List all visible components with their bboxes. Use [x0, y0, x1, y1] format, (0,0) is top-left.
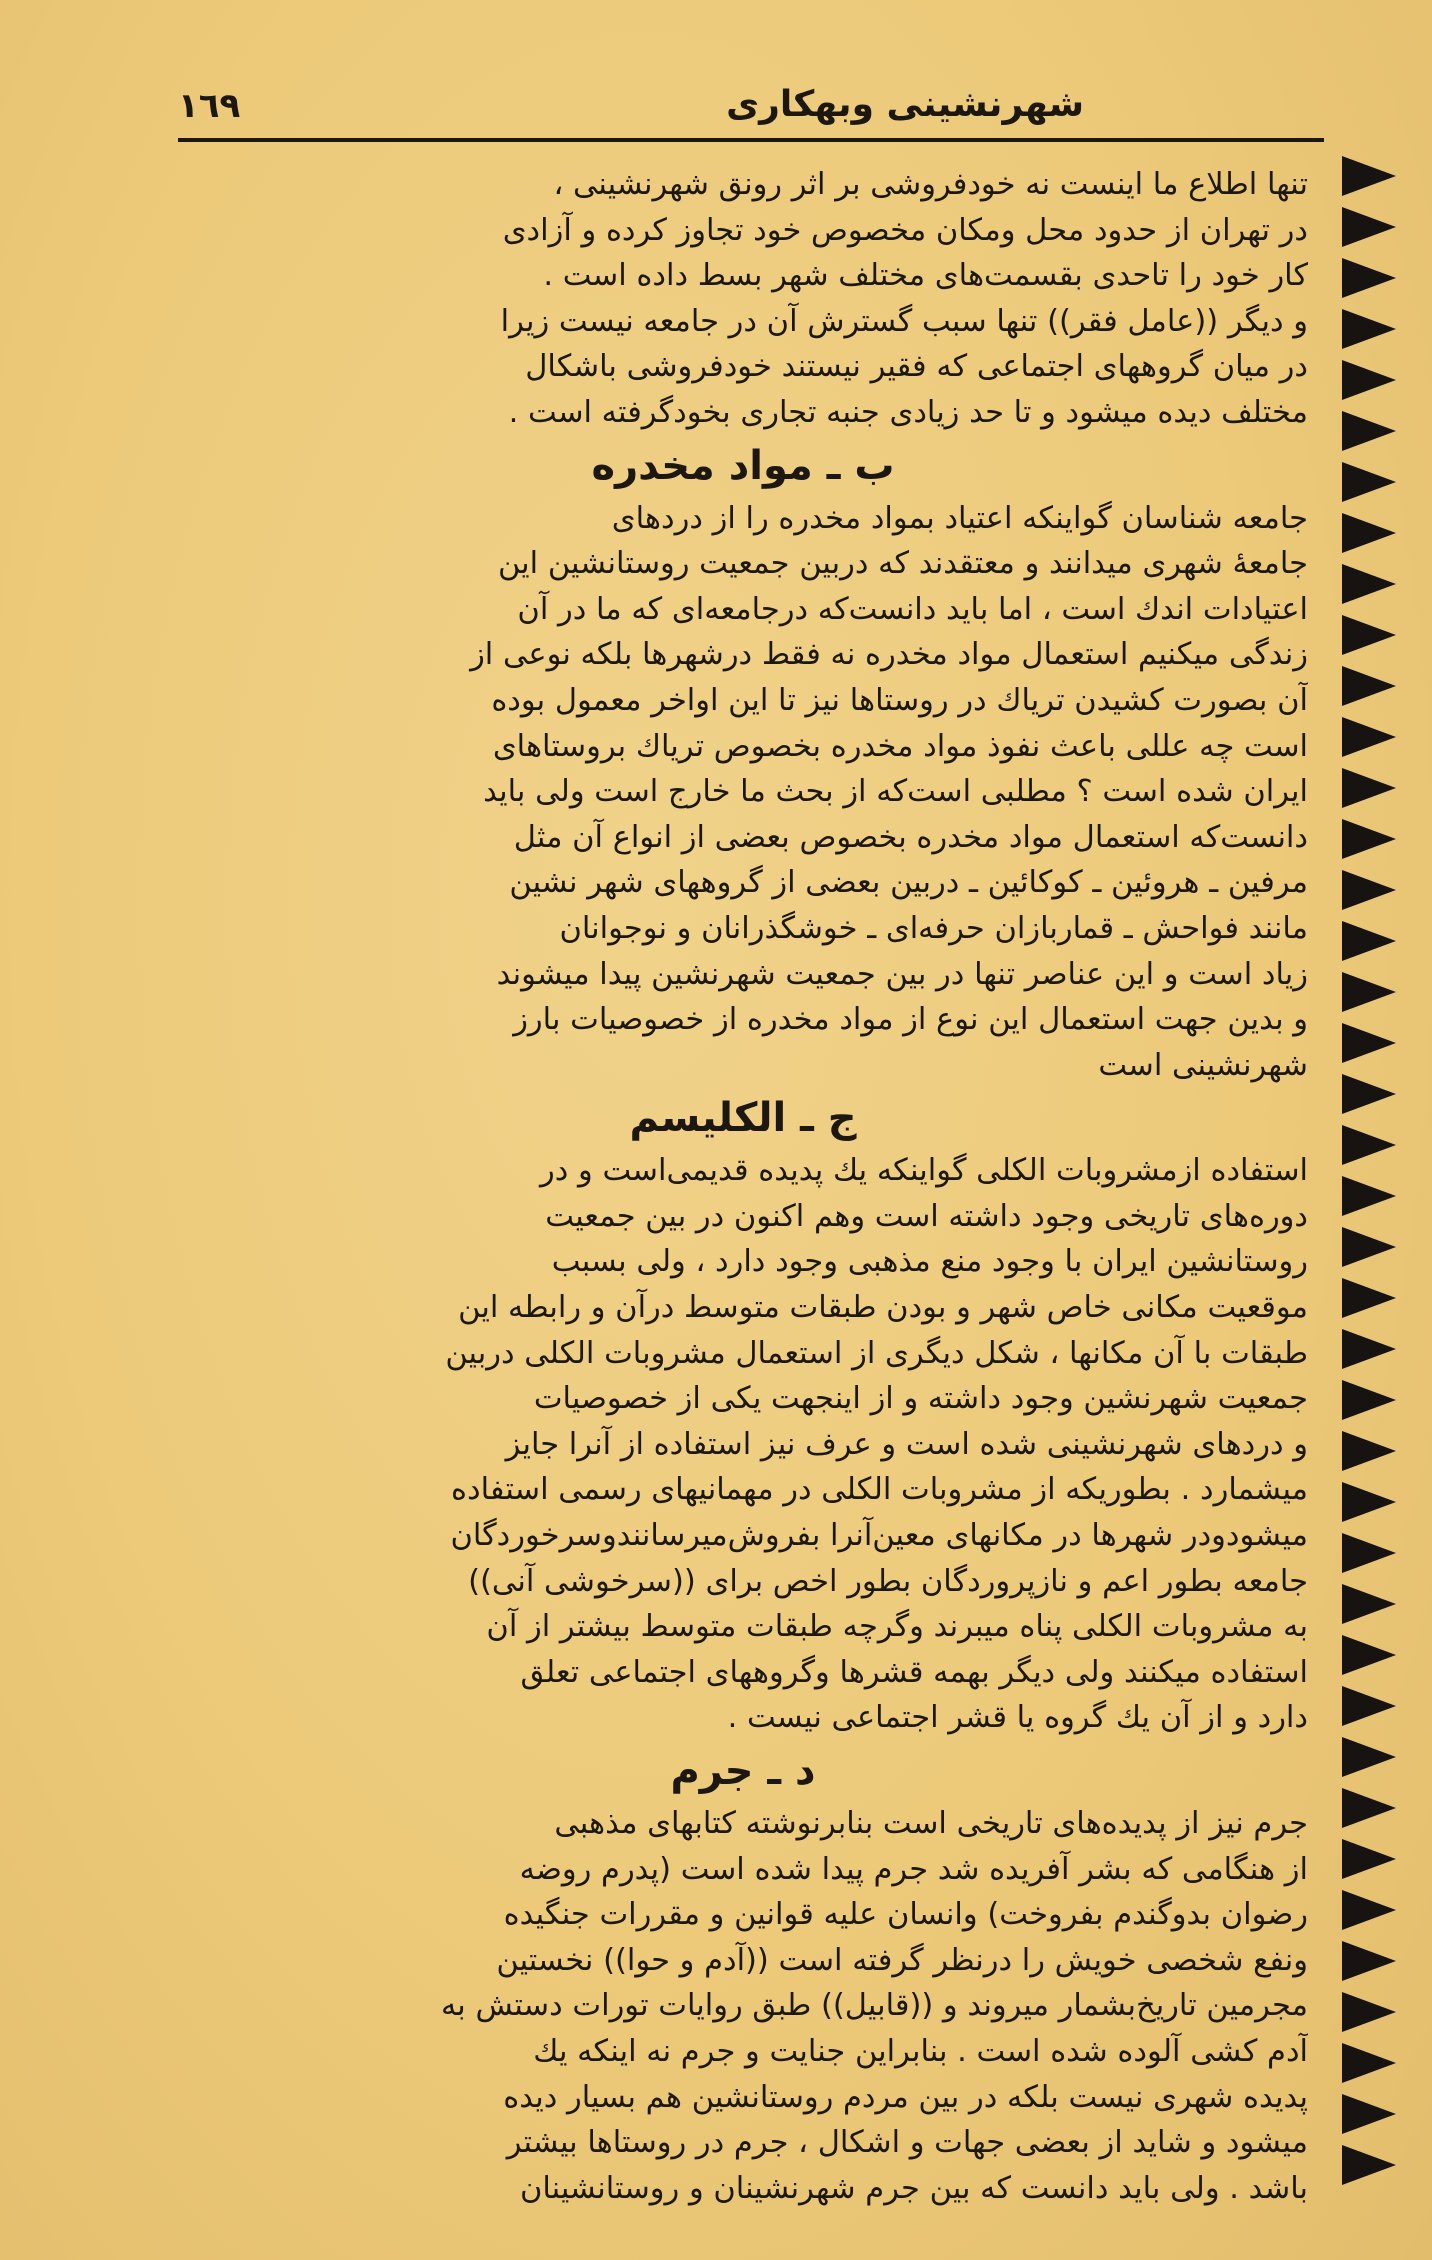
page-number: ١٦٩ [178, 86, 241, 126]
border-triangle [1342, 564, 1396, 604]
border-triangle [1342, 1431, 1396, 1471]
text-line: دانست‌که استعمال مواد مخدره بخصوص بعضی از انواع آن مثل [513, 819, 1308, 855]
text-line: جامعهٔ شهری میدانند و معتقدند که دربین جمعیت روستانشین این [497, 546, 1308, 582]
border-triangle [1342, 972, 1396, 1012]
text-line: جمعیت شهرنشین وجود داشته و از اینجهت یکی از خصوصیات [533, 1381, 1308, 1417]
text-line: زیاد است و این عناصر تنها در بین جمعیت شهرنشین پیدا میشوند [496, 956, 1308, 992]
border-triangle [1342, 1176, 1396, 1216]
text-line: در میان گروههای اجتماعی که فقیر نیستند خودفروشی باشکال [525, 349, 1308, 385]
text-line: در تهران از حدود محل ومکان مخصوص خود تجاوز کرده و آزادی [502, 212, 1308, 248]
border-triangle [1342, 207, 1396, 247]
text-line: استفاده ازمشروبات الکلی گواینکه یك پدیده قدیمی‌است و در [540, 1153, 1308, 1189]
border-triangle [1342, 1686, 1396, 1726]
border-triangles [1338, 150, 1412, 2230]
text-line: طبقات با آن مکانها ، شکل دیگری از استعمال مشروبات الکلی دربین [445, 1335, 1308, 1371]
border-triangle [1342, 1839, 1396, 1879]
text-line: استفاده میکنند ولی دیگر بهمه قشرها وگروههای اجتماعی تعلق [520, 1654, 1308, 1690]
border-triangle [1342, 258, 1396, 298]
border-triangle [1342, 1278, 1396, 1318]
text-line: روستانشین ایران با وجود منع مذهبی وجود دارد ، ولی بسبب [551, 1244, 1308, 1280]
text-line: و دردهای شهرنشینی شده است و عرف نیز استفاده از آنرا جایز [505, 1426, 1308, 1462]
text-line: مرفین ـ هروئین ـ کوکائین ـ دربین بعضی از گروههای شهر نشین [509, 865, 1308, 901]
border-triangle [1342, 1074, 1396, 1114]
section-2 [178, 1088, 1308, 1741]
text-line: میشودودر شهرها در مکانهای معین‌آنرا بفروش‌میرسانندوسرخوردگان [450, 1518, 1308, 1554]
decorative-border [1338, 150, 1412, 2230]
border-triangle [1342, 1023, 1396, 1063]
border-triangle [1342, 615, 1396, 655]
text-line: کار خود را تاحدی بقسمت‌های مختلف شهر بسط داده است . [543, 258, 1308, 294]
text-line: اعتیادات اندك است ، اما باید دانست‌که درجامعه‌ای که ما در آن [517, 591, 1308, 627]
border-triangle [1342, 1329, 1396, 1369]
border-triangle [1342, 1227, 1396, 1267]
border-triangle [1342, 411, 1396, 451]
text-line: جامعه شناسان گواینکه اعتیاد بمواد مخدره را از دردهای [611, 500, 1308, 536]
text-line: میشود و شاید از بعضی جهات و اشکال ، جرم در روستاها بیشتر [506, 2125, 1308, 2161]
section-heading: ب ـ مواد مخدره [591, 442, 895, 489]
text-line: است چه عللی باعث نفوذ مواد مخدره بخصوص تریاك بروستاهای [492, 728, 1308, 764]
text-line: جرم نیز از پدیده‌های تاریخی است بنابرنوشته کتابهای مذهبی [554, 1806, 1308, 1841]
border-triangle [1342, 1737, 1396, 1777]
running-title: شهرنشینی وبهکاری [726, 84, 1084, 125]
border-triangle [1342, 2094, 1396, 2134]
text-line: رضوان بدوگندم بفروخت) وانسان علیه قوانین و مقررات جنگیده [503, 1897, 1308, 1933]
border-triangle [1342, 1992, 1396, 2032]
border-triangle [1342, 921, 1396, 961]
border-triangle [1342, 870, 1396, 910]
border-triangle [1342, 1584, 1396, 1624]
border-triangle [1342, 666, 1396, 706]
text-line: تنها اطلاع ما اینست نه خودفروشی بر اثر رونق شهرنشینی ، [553, 167, 1308, 202]
border-triangle [1342, 1788, 1396, 1828]
text-line: موقعیت مکانی خاص شهر و بودن طبقات متوسط درآن و رابطه این [458, 1290, 1308, 1326]
text-line: و دیگر ((عامل فقر)) تنها سبب گسترش آن در جامعه نیست زیرا [500, 303, 1308, 339]
border-triangle [1342, 513, 1396, 553]
border-triangle [1342, 1941, 1396, 1981]
border-triangle [1342, 2043, 1396, 2083]
text-line: به مشروبات الکلی پناه میبرند وگرچه طبقات متوسط بیشتر از آن [486, 1609, 1308, 1645]
section-3 [178, 1741, 1308, 2211]
text-line: ونفع شخصی خویش را درنظر گرفته است ((آدم و حوا)) نخستین [496, 1942, 1308, 1978]
text-line: مختلف دیده میشود و تا حد زیادی جنبه تجاری بخودگرفته است . [508, 394, 1308, 430]
text-line: پدیده شهری نیست بلکه در بین مردم روستانشین هم بسیار دیده [503, 2079, 1308, 2115]
text-line: مجرمین تاریخ‌بشمار میروند و ((قابیل)) طبق روایات تورات دستش به [440, 1988, 1308, 2024]
border-triangle [1342, 819, 1396, 859]
border-triangle [1342, 1890, 1396, 1930]
section-heading: د ـ جرم [670, 1748, 816, 1794]
border-triangle [1342, 1125, 1396, 1165]
text-line: ایران شده است ؟ مطلبی است‌که از بحث ما خارج است ولی باید [483, 774, 1308, 810]
border-triangle [1342, 156, 1396, 196]
text-line: آدم کشی آلوده شده است . بنابراین جنایت و جرم نه اینکه یك [533, 2033, 1308, 2069]
border-triangle [1342, 2145, 1396, 2185]
text-line: دوره‌های تاریخی وجود داشته است وهم اکنون در بین جمعیت [545, 1198, 1308, 1234]
border-triangle [1342, 717, 1396, 757]
border-triangle [1342, 1380, 1396, 1420]
text-line: زندگی میکنیم استعمال مواد مخدره نه فقط درشهرها بلکه نوعی از [470, 637, 1308, 673]
section-1 [178, 436, 1308, 1089]
text-line: مانند فواحش ـ قماربازان حرفه‌ای ـ خوشگذرانان و نوجوانان [559, 910, 1308, 946]
text-line: باشد . ولی باید دانست که بین جرم شهرنشینان و روستانشینان [519, 2170, 1308, 2206]
border-triangle [1342, 462, 1396, 502]
text-line: جامعه بطور اعم و نازپروردگان بطور اخص برای ((سرخوشی آنی)) [468, 1563, 1308, 1599]
border-triangle [1342, 309, 1396, 349]
border-triangle [1342, 1635, 1396, 1675]
text-line: از هنگامی که بشر آفریده شد جرم پیدا شده است (پدرم روضه [519, 1851, 1308, 1887]
section-heading: ج ـ الکلیسم [629, 1095, 857, 1142]
text-line: دارد و از آن یك گروه یا قشر اجتماعی نیست . [727, 1700, 1308, 1736]
text-line: شهرنشینی است [1098, 1047, 1308, 1083]
text-line: و بدین جهت استعمال این نوع از مواد مخدره از خصوصیات بارز [513, 1002, 1308, 1038]
border-triangle [1342, 360, 1396, 400]
text-line: آن بصورت کشیدن تریاك در روستاها نیز تا این اواخر معمول بوده [491, 682, 1308, 718]
text-line: میشمارد . بطوریکه از مشروبات الکلی در مهمانیهای رسمی استفاده [451, 1472, 1308, 1508]
page-body [178, 162, 1308, 2234]
border-triangle [1342, 768, 1396, 808]
border-triangle [1342, 1533, 1396, 1573]
border-triangle [1342, 1482, 1396, 1522]
page-header [178, 78, 1324, 136]
header-rule [178, 138, 1324, 142]
section-0 [178, 162, 1308, 436]
